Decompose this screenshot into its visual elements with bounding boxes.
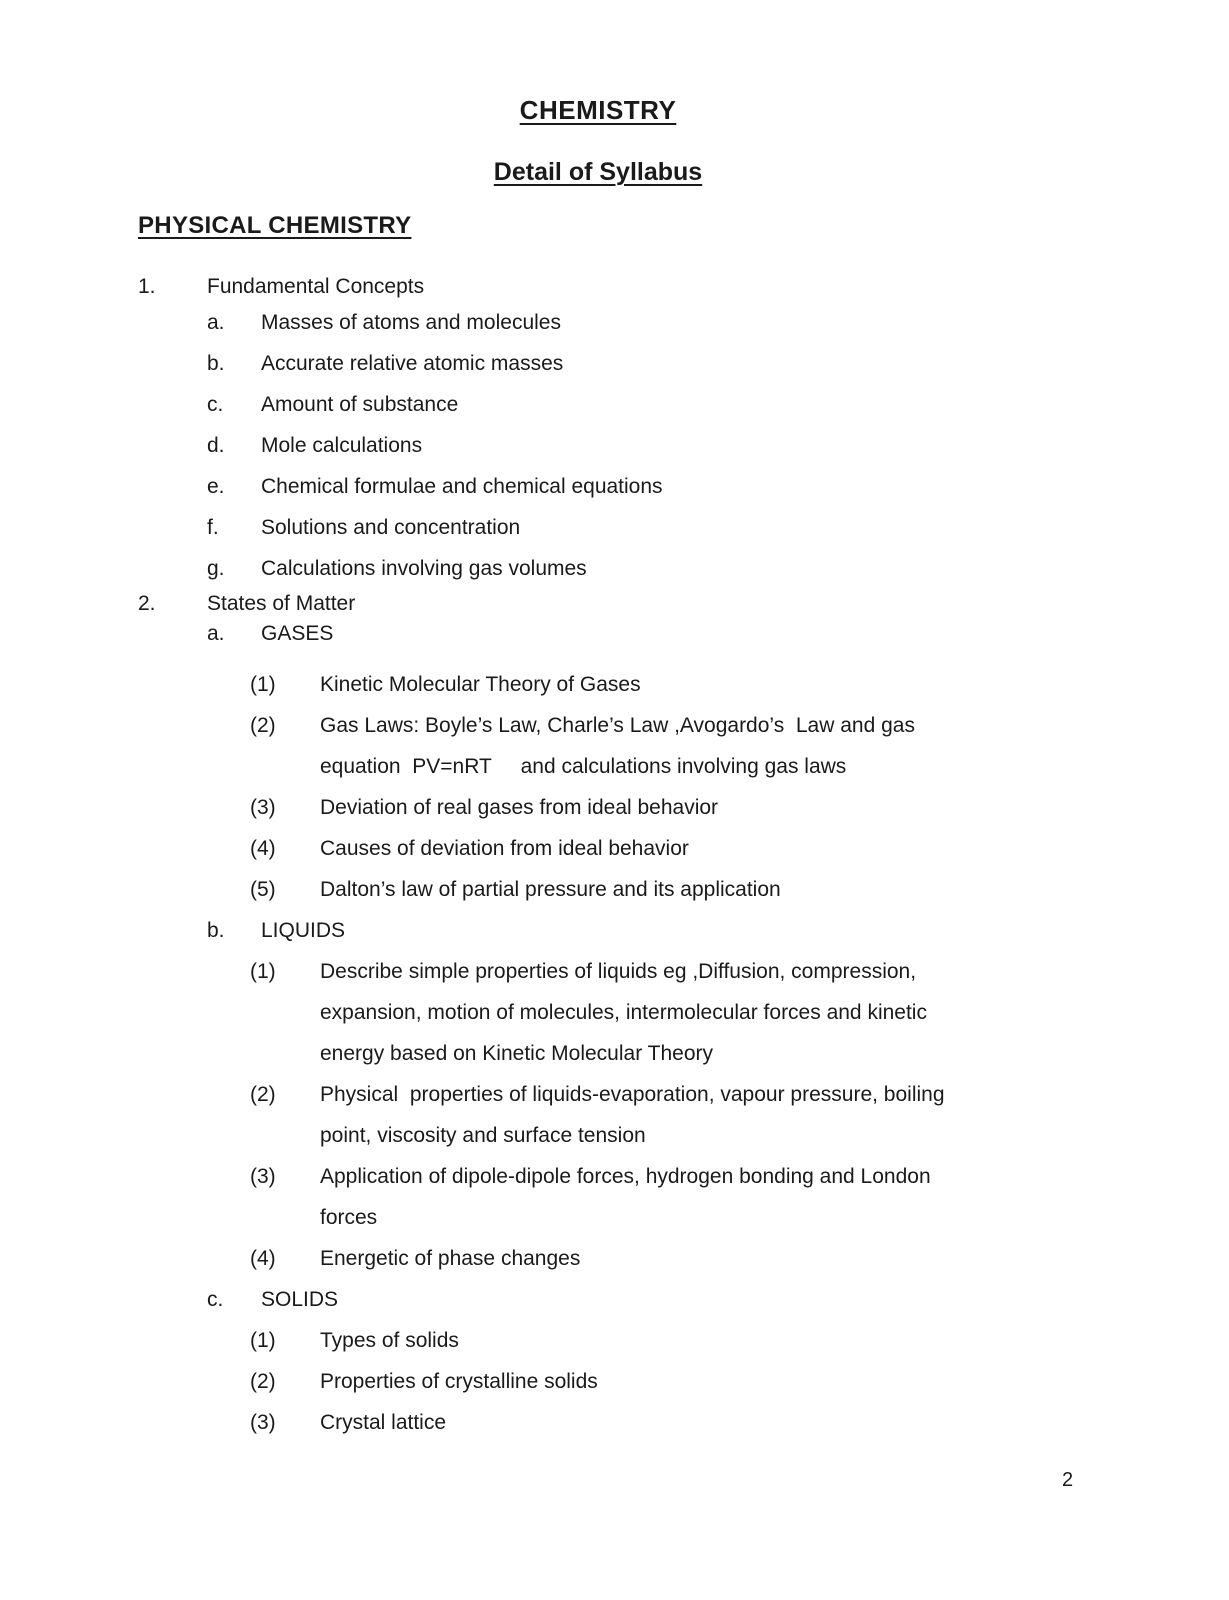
item-marker: a. [207,311,225,334]
item-marker: c. [207,393,224,416]
outline-item-solids-2 [250,1361,1058,1402]
document-body [138,96,1058,1443]
item-marker: (2) [250,1083,276,1106]
item-text [320,828,1058,869]
item-marker: (1) [250,673,276,696]
item-marker: (3) [250,796,276,819]
item-line: Masses of atoms and molecules [261,311,561,334]
syllabus-outline [138,272,1058,1443]
outline-item-1g [207,548,1058,589]
outline-item-2c-solids [207,1279,1058,1320]
item-text [261,507,1058,548]
item-marker: 1. [138,275,156,298]
item-marker: c. [207,1288,224,1311]
item-text [320,1361,1058,1402]
outline-item-1e [207,466,1058,507]
item-marker: (5) [250,878,276,901]
item-line: Chemical formulae and chemical equations [261,475,663,498]
item-text [261,548,1058,589]
item-line: Dalton’s law of partial pressure and its application [320,878,781,901]
item-text [320,1320,1058,1361]
item-line: point, viscosity and surface tension [320,1124,646,1147]
item-marker: g. [207,557,225,580]
item-text [261,302,1058,343]
item-line: Causes of deviation from ideal behavior [320,837,689,860]
item-text [261,619,1058,649]
outline-item-liquids-1 [250,951,1058,1074]
outline-item-1c [207,384,1058,425]
item-marker: f. [207,516,219,539]
item-marker: b. [207,919,225,942]
item-line: Physical properties of liquids-evaporation, vapour pressure, boiling [320,1083,945,1106]
item-line: Application of dipole-dipole forces, hydrogen bonding and London [320,1165,931,1188]
item-text [261,384,1058,425]
item-marker: 2. [138,592,156,615]
doc-title: CHEMISTRY [519,95,677,125]
item-line: Solutions and concentration [261,516,521,539]
item-line: Properties of crystalline solids [320,1370,598,1393]
outline-item-solids-3 [250,1402,1058,1443]
item-text [320,705,1058,787]
item-marker: b. [207,352,225,375]
item-marker: (2) [250,714,276,737]
item-text [261,466,1058,507]
item-text [320,951,1058,1074]
outline-item-1 [138,272,1058,302]
item-text [320,1238,1058,1279]
outline-item-solids-1 [250,1320,1058,1361]
item-text [261,343,1058,384]
item-text [207,272,1058,302]
doc-subtitle: Detail of Syllabus [493,158,703,186]
item-text [261,425,1058,466]
item-line: LIQUIDS [261,919,346,942]
outline-item-1f [207,507,1058,548]
outline-item-2 [138,589,1058,619]
item-line: Crystal lattice [320,1411,447,1434]
item-marker: d. [207,434,225,457]
item-marker: e. [207,475,225,498]
outline-item-1a [207,302,1058,343]
outline-item-gases-5 [250,869,1058,910]
outline-item-gases-3 [250,787,1058,828]
outline-item-liquids-2 [250,1074,1058,1156]
item-line: equation PV=nRT and calculations involving gas laws [320,755,847,778]
item-line: Types of solids [320,1329,459,1352]
item-text [320,1156,1058,1238]
item-text [320,664,1058,705]
item-line: SOLIDS [261,1288,339,1311]
section-heading: PHYSICAL CHEMISTRY [138,212,412,239]
item-text [320,1402,1058,1443]
item-marker: (1) [250,1329,276,1352]
page-number: 2 [1062,1469,1074,1491]
item-line: Describe simple properties of liquids eg ,Diffusion, compression, [320,960,917,983]
item-line: GASES [261,622,334,645]
item-marker: (3) [250,1165,276,1188]
item-marker: (3) [250,1411,276,1434]
item-text [320,787,1058,828]
item-line: Energetic of phase changes [320,1247,581,1270]
item-line: States of Matter [207,592,356,615]
item-marker: (4) [250,837,276,860]
outline-item-gases-1 [250,664,1058,705]
item-text [320,869,1058,910]
item-text [207,589,1058,619]
item-line: Mole calculations [261,434,423,457]
outline-item-liquids-3 [250,1156,1058,1238]
outline-item-1d [207,425,1058,466]
item-line: Gas Laws: Boyle’s Law, Charle’s Law ,Avogardo’s Law and gas [320,714,915,737]
outline-item-1b [207,343,1058,384]
item-line: forces [320,1206,378,1229]
item-marker: (1) [250,960,276,983]
outline-item-2b-liquids [207,910,1058,951]
item-marker: (4) [250,1247,276,1270]
outline-item-gases-2 [250,705,1058,787]
item-line: Deviation of real gases from ideal behavior [320,796,719,819]
item-marker: a. [207,622,225,645]
item-text [320,1074,1058,1156]
item-line: Calculations involving gas volumes [261,557,587,580]
outline-item-liquids-4 [250,1238,1058,1279]
outline-item-gases-4 [250,828,1058,869]
item-line: expansion, motion of molecules, intermolecular forces and kinetic [320,1001,927,1024]
item-line: Accurate relative atomic masses [261,352,564,375]
item-line: Kinetic Molecular Theory of Gases [320,673,641,696]
outline-item-2a-gases [207,619,1058,649]
item-text [261,910,1058,951]
item-line: Fundamental Concepts [207,275,425,298]
item-text [261,1279,1058,1320]
item-marker: (2) [250,1370,276,1393]
item-line: Amount of substance [261,393,459,416]
item-line: energy based on Kinetic Molecular Theory [320,1042,714,1065]
